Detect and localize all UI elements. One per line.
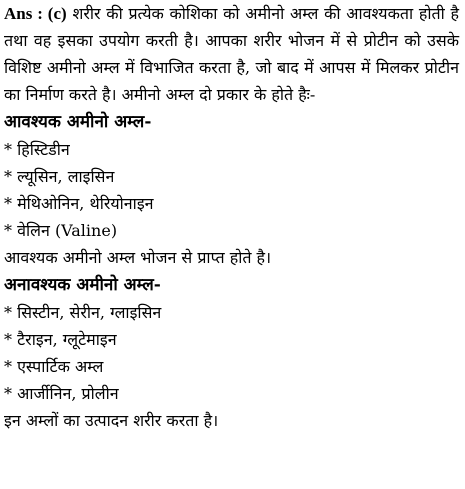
nonessential-item: * सिस्टीन, सेरीन, ग्लाइसिन xyxy=(4,303,162,322)
answer-text: शरीर की प्रत्येक कोशिका को अमीनो अम्ल की आवश्यकता होती है तथा वह इसका उपयोग करती है। आपका शरीर भोजन में से प्रोटीन को उसके विशिष्ट अमीनो अम्ल में विभाजित करता है, जो बाद में आपस में मिलकर प्रोटीन का निर्माण करते है। अमीनो अम्ल दो प्रकार के होते हैः- xyxy=(4,4,460,104)
essential-item: * हिस्टिडीन xyxy=(4,140,70,159)
nonessential-item: * आर्जीनिन, प्रोलीन xyxy=(4,384,119,403)
nonessential-heading: अनावश्यक अमीनो अम्ल- xyxy=(4,275,161,295)
essential-item: * मेथिओनिन, थेरियोनाइन xyxy=(4,194,154,213)
essential-note: आवश्यक अमीनो अम्ल भोजन से प्राप्त होते है। xyxy=(4,248,272,267)
nonessential-note: इन अम्लों का उत्पादन शरीर करता है। xyxy=(4,411,219,430)
essential-item: * वेलिन (Valine) xyxy=(4,221,118,240)
answer-label: Ans : (c) xyxy=(4,4,67,23)
essential-heading: आवश्यक अमीनो अम्ल- xyxy=(4,112,152,132)
nonessential-item: * टैराइन, ग्लूटेमाइन xyxy=(4,330,117,349)
nonessential-item: * एस्पार्टिक अम्ल xyxy=(4,357,104,376)
answer-paragraph xyxy=(4,0,459,108)
essential-item: * ल्यूसिन, लाइसिन xyxy=(4,167,115,186)
